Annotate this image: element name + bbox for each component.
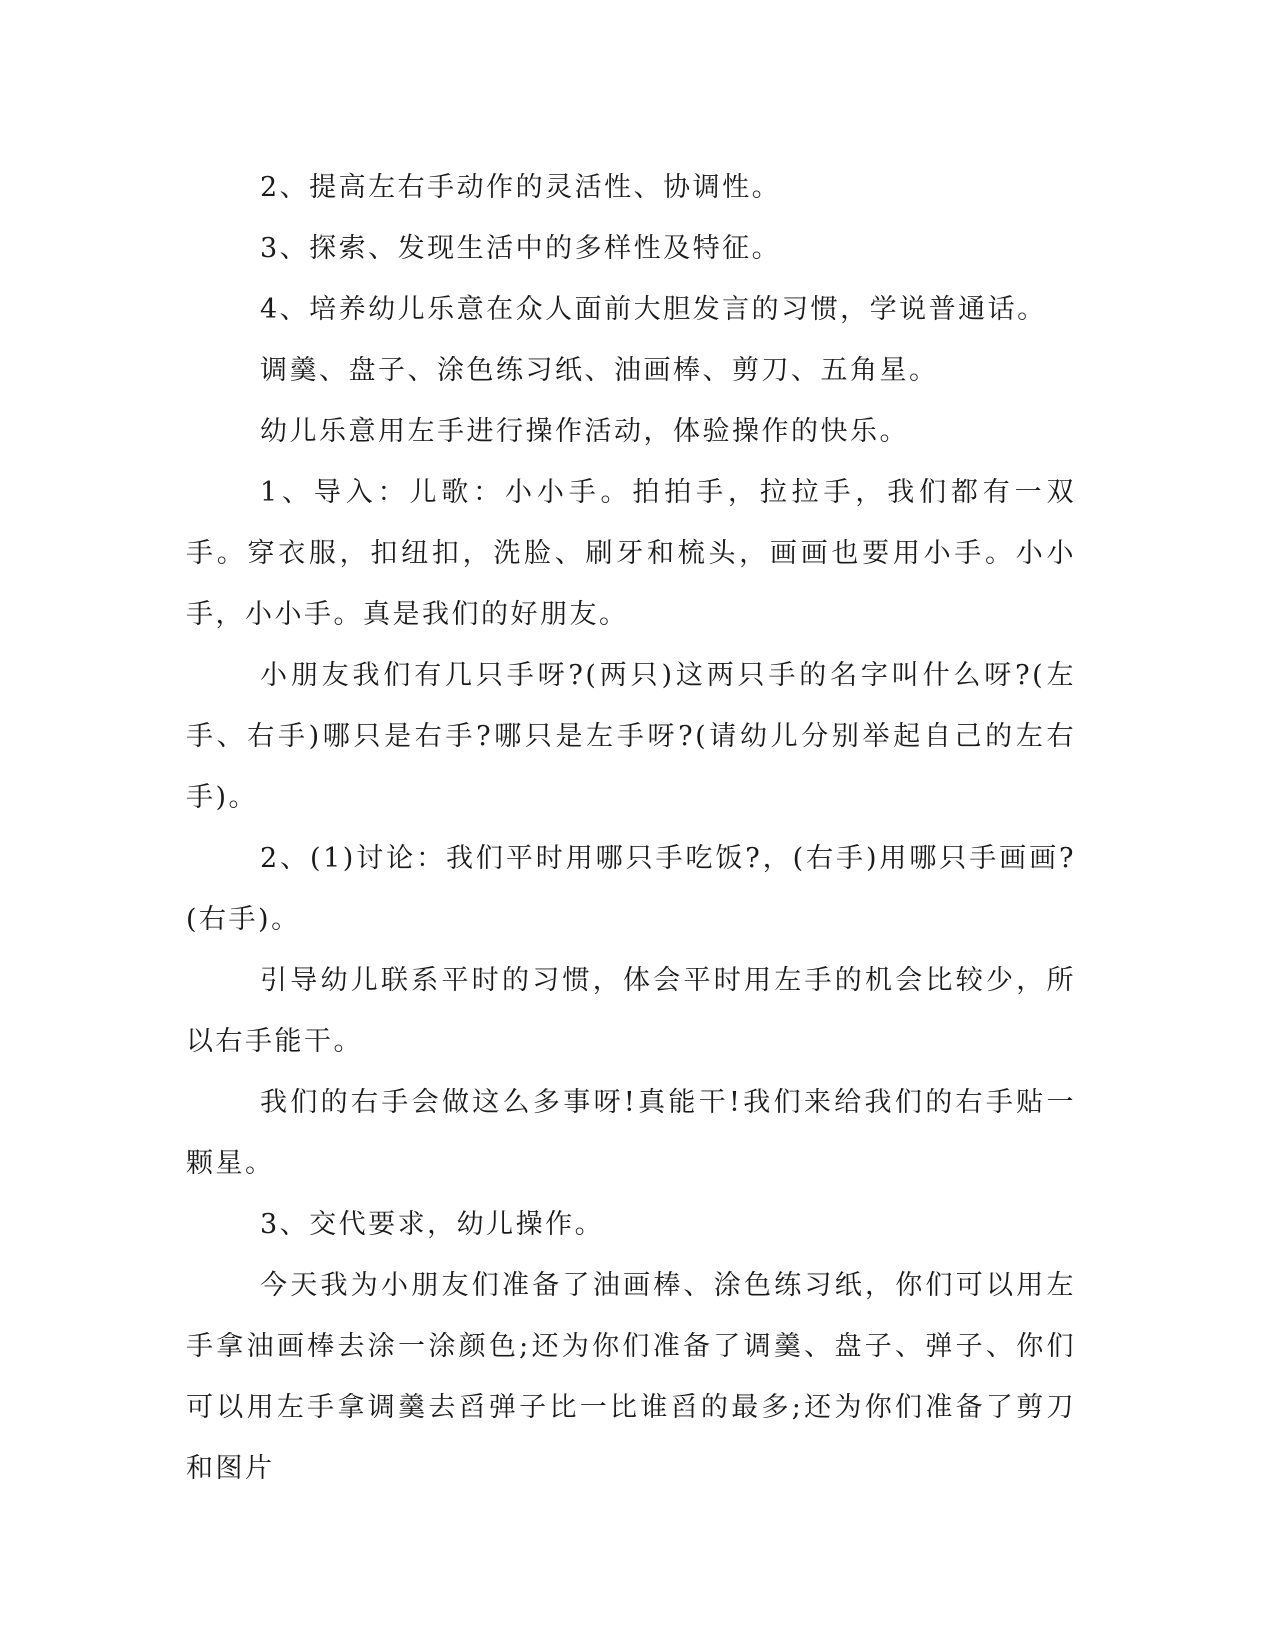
- paragraph-question-hands: 小朋友我们有几只手呀?(两只)这两只手的名字叫什么呀?(左手、右手)哪只是右手?哪只是左手呀?(请幼儿分别举起自己的左右手)。: [186, 660, 1076, 813]
- paragraph-materials: 调羹、盘子、涂色练习纸、油画棒、剪刀、五角星。: [260, 355, 939, 386]
- paragraph-step-2-discussion: 2、(1)讨论：我们平时用哪只手吃饭?，(右手)用哪只手画画?(右手)。: [186, 843, 1076, 935]
- paragraph-key-point: 幼儿乐意用左手进行操作活动，体验操作的快乐。: [260, 416, 909, 447]
- document-body: [186, 157, 1076, 1499]
- paragraph-guidance: 引导幼儿联系平时的习惯，体会平时用左手的机会比较少，所以右手能干。: [186, 965, 1076, 1057]
- paragraph-goal-3: 3、探索、发现生活中的多样性及特征。: [260, 233, 782, 264]
- paragraph-step-3: 3、交代要求，幼儿操作。: [260, 1209, 605, 1240]
- paragraph-goal-4: 4、培养幼儿乐意在众人面前大胆发言的习惯，学说普通话。: [260, 294, 1047, 325]
- paragraph-operation: 今天我为小朋友们准备了油画棒、涂色练习纸，你们可以用左手拿油画棒去涂一涂颜色;还为你们准备了调羹、盘子、弹子、你们可以用左手拿调羹去舀弹子比一比谁舀的最多;还为你们准备了剪刀和图片: [186, 1270, 1076, 1484]
- paragraph-praise: 我们的右手会做这么多事呀!真能干!我们来给我们的右手贴一颗星。: [186, 1087, 1076, 1179]
- paragraph-step-1-intro: 1、导入：儿歌：小小手。拍拍手，拉拉手，我们都有一双手。穿衣服，扣纽扣，洗脸、刷牙和梳头，画画也要用小手。小小手，小小手。真是我们的好朋友。: [186, 477, 1076, 630]
- paragraph-goal-2: 2、提高左右手动作的灵活性、协调性。: [260, 172, 782, 203]
